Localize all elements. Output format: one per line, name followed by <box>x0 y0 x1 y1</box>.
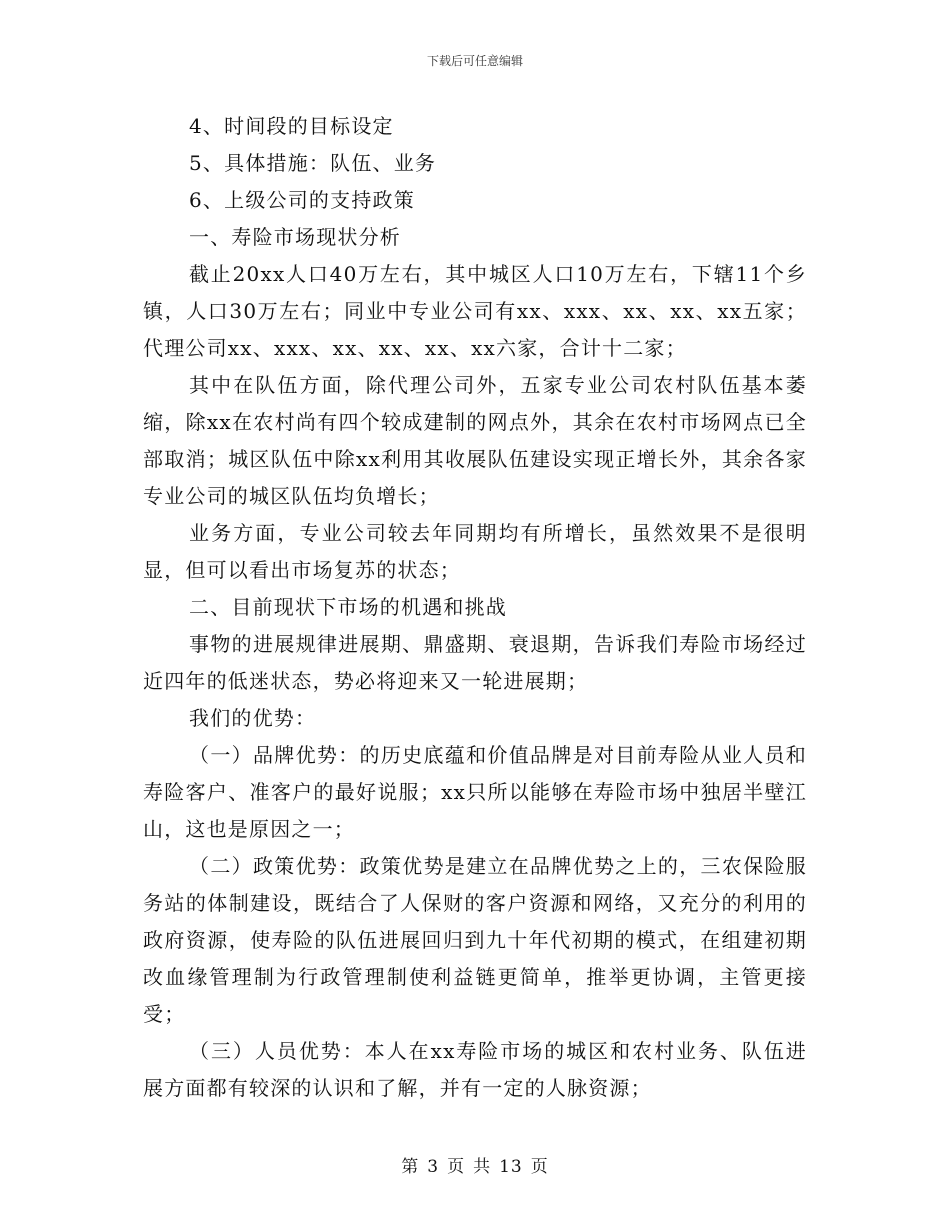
paragraph: （二）政策优势：政策优势是建立在品牌优势之上的，三农保险服务站的体制建设，既结合了人保财的客户资源和网络，又充分的利用的政府资源，使寿险的队伍进展回归到九十年代初期的模式，在组建初期改血缘管理制为行政管理制使利益链更简单，推举更协调，主管更接受； <box>143 854 807 1026</box>
footer-label: 共 <box>473 1157 492 1177</box>
document-body <box>143 108 807 1107</box>
paragraph: 4、时间段的目标设定 <box>189 114 394 138</box>
paragraph: （三）人员优势：本人在xx寿险市场的城区和农村业务、队伍进展方面都有较深的认识和了解，并有一定的人脉资源； <box>143 1039 807 1100</box>
paragraph: 事物的进展规律进展期、鼎盛期、衰退期，告诉我们寿险市场经过近四年的低迷状态，势必将迎来又一轮进展期； <box>143 632 807 693</box>
paragraph: 6、上级公司的支持政策 <box>189 188 415 212</box>
paragraph: 其中在队伍方面，除代理公司外，五家专业公司农村队伍基本萎缩，除xx在农村尚有四个较成建制的网点外，其余在农村市场网点已全部取消；城区队伍中除xx利用其收展队伍建设实现正增长外，其余各家专业公司的城区队伍均负增长； <box>143 373 807 508</box>
paragraph: 截止20xx人口40万左右，其中城区人口10万左右，下辖11个乡镇，人口30万左右；同业中专业公司有xx、xxx、xx、xx、xx五家；代理公司xx、xxx、xx、xx、xx、xx六家，合计十二家； <box>143 262 807 360</box>
footer-label: 第 <box>401 1157 420 1177</box>
paragraph: 5、具体措施：队伍、业务 <box>189 151 437 175</box>
section-heading: 二、目前现状下市场的机遇和挑战 <box>189 595 507 619</box>
section-heading: 一、寿险市场现状分析 <box>189 225 401 249</box>
paragraph: 业务方面，专业公司较去年同期均有所增长，虽然效果不是很明显，但可以看出市场复苏的状态； <box>143 521 807 582</box>
paragraph: （一）品牌优势：的历史底蕴和价值品牌是对目前寿险从业人员和寿险客户、准客户的最好说服；xx只所以能够在寿险市场中独居半壁江山，这也是原因之一； <box>143 743 807 841</box>
paragraph: 我们的优势： <box>189 706 317 730</box>
total-page-count: 13 <box>499 1157 523 1177</box>
footer-label: 页 <box>447 1157 466 1177</box>
page-header-note: 下载后可任意编辑 <box>426 54 523 68</box>
current-page-number: 3 <box>427 1157 440 1177</box>
page-footer <box>0 1152 950 1177</box>
footer-label: 页 <box>530 1157 549 1177</box>
